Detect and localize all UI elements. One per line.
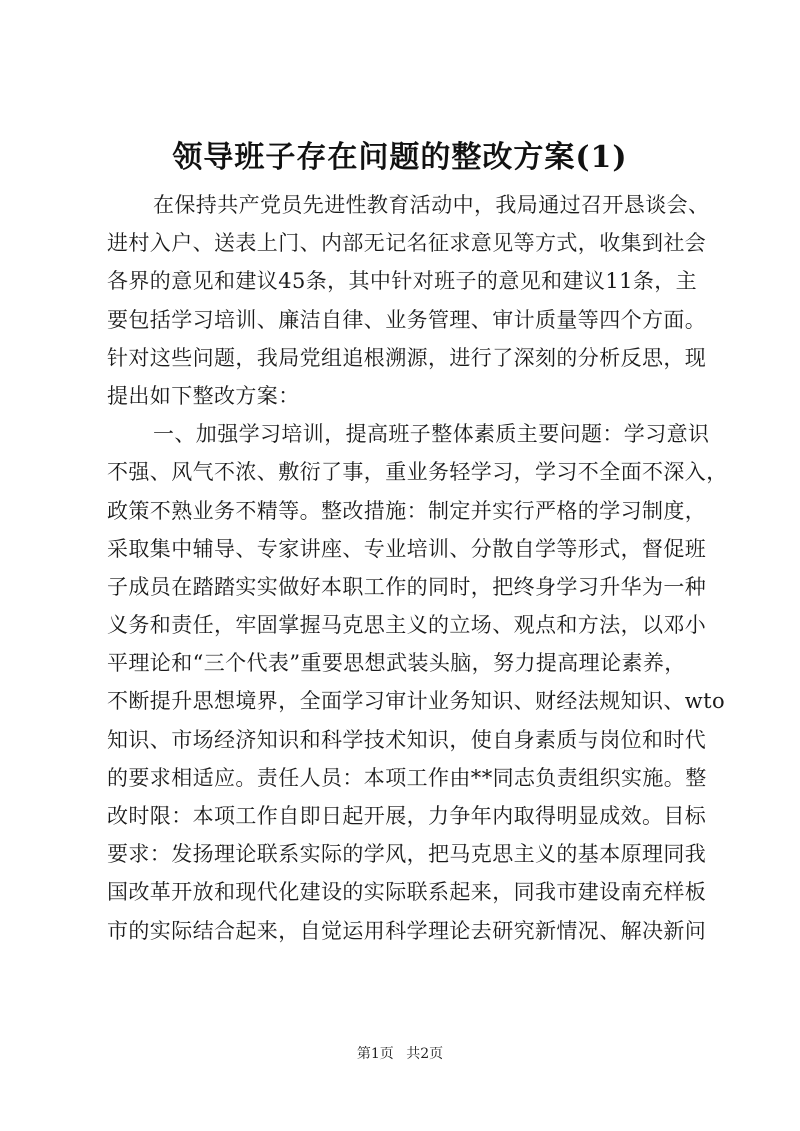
body-line: 在保持共产党员先进性教育活动中，我局通过召开恳谈会、: [153, 193, 710, 217]
document-title: 领导班子存在问题的整改方案(1): [172, 140, 628, 175]
body-line: 进村入户、送表上门、内部无记名征求意见等方式，收集到社会: [107, 231, 707, 256]
page-number-current: 第1页: [356, 1046, 394, 1062]
document-body: [107, 186, 728, 950]
page-number-total: 共2页: [406, 1046, 444, 1062]
body-line: 市的实际结合起来，自觉运用科学理论去研究新情况、解决新问: [107, 918, 707, 943]
body-line: 政策不熟业务不精等。整改措施：制定并实行严格的学习制度，: [107, 498, 707, 523]
body-line: 一、加强学习培训，提高班子整体素质主要问题：学习意识: [153, 422, 710, 447]
body-line: 不断提升思想境界，全面学习审计业务知识、财经法规知识、wto: [107, 689, 726, 714]
body-line: 子成员在踏踏实实做好本职工作的同时，把终身学习升华为一种: [107, 574, 707, 599]
body-line: 各界的意见和建议45条，其中针对班子的意见和建议11条，主: [107, 269, 698, 294]
body-line: 知识、市场经济知识和科学技术知识，使自身素质与岗位和时代: [107, 727, 707, 752]
body-line: 采取集中辅导、专家讲座、专业培训、分散自学等形式，督促班: [107, 536, 707, 561]
body-line: 的要求相适应。责任人员：本项工作由**同志负责组织实施。整: [107, 765, 707, 790]
body-line: 要求：发扬理论联系实际的学风，把马克思主义的基本原理同我: [107, 842, 707, 867]
body-line: 要包括学习培训、廉洁自律、业务管理、审计质量等四个方面。: [107, 307, 707, 332]
body-line: 改时限：本项工作自即日起开展，力争年内取得明显成效。目标: [107, 804, 707, 828]
body-line: 不强、风气不浓、敷衍了事，重业务轻学习，学习不全面不深入，: [107, 460, 728, 485]
body-line: 针对这些问题，我局党组追根溯源，进行了深刻的分析反思，现: [107, 345, 707, 370]
page-footer: [0, 1044, 800, 1064]
body-line: 提出如下整改方案：: [107, 383, 300, 408]
body-line: 国改革开放和现代化建设的实际联系起来，同我市建设南充样板: [107, 880, 707, 905]
body-line: 平理论和“三个代表”重要思想武装头脑，努力提高理论素养，: [107, 651, 686, 676]
body-line: 义务和责任，牢固掌握马克思主义的立场、观点和方法，以邓小: [107, 613, 707, 638]
